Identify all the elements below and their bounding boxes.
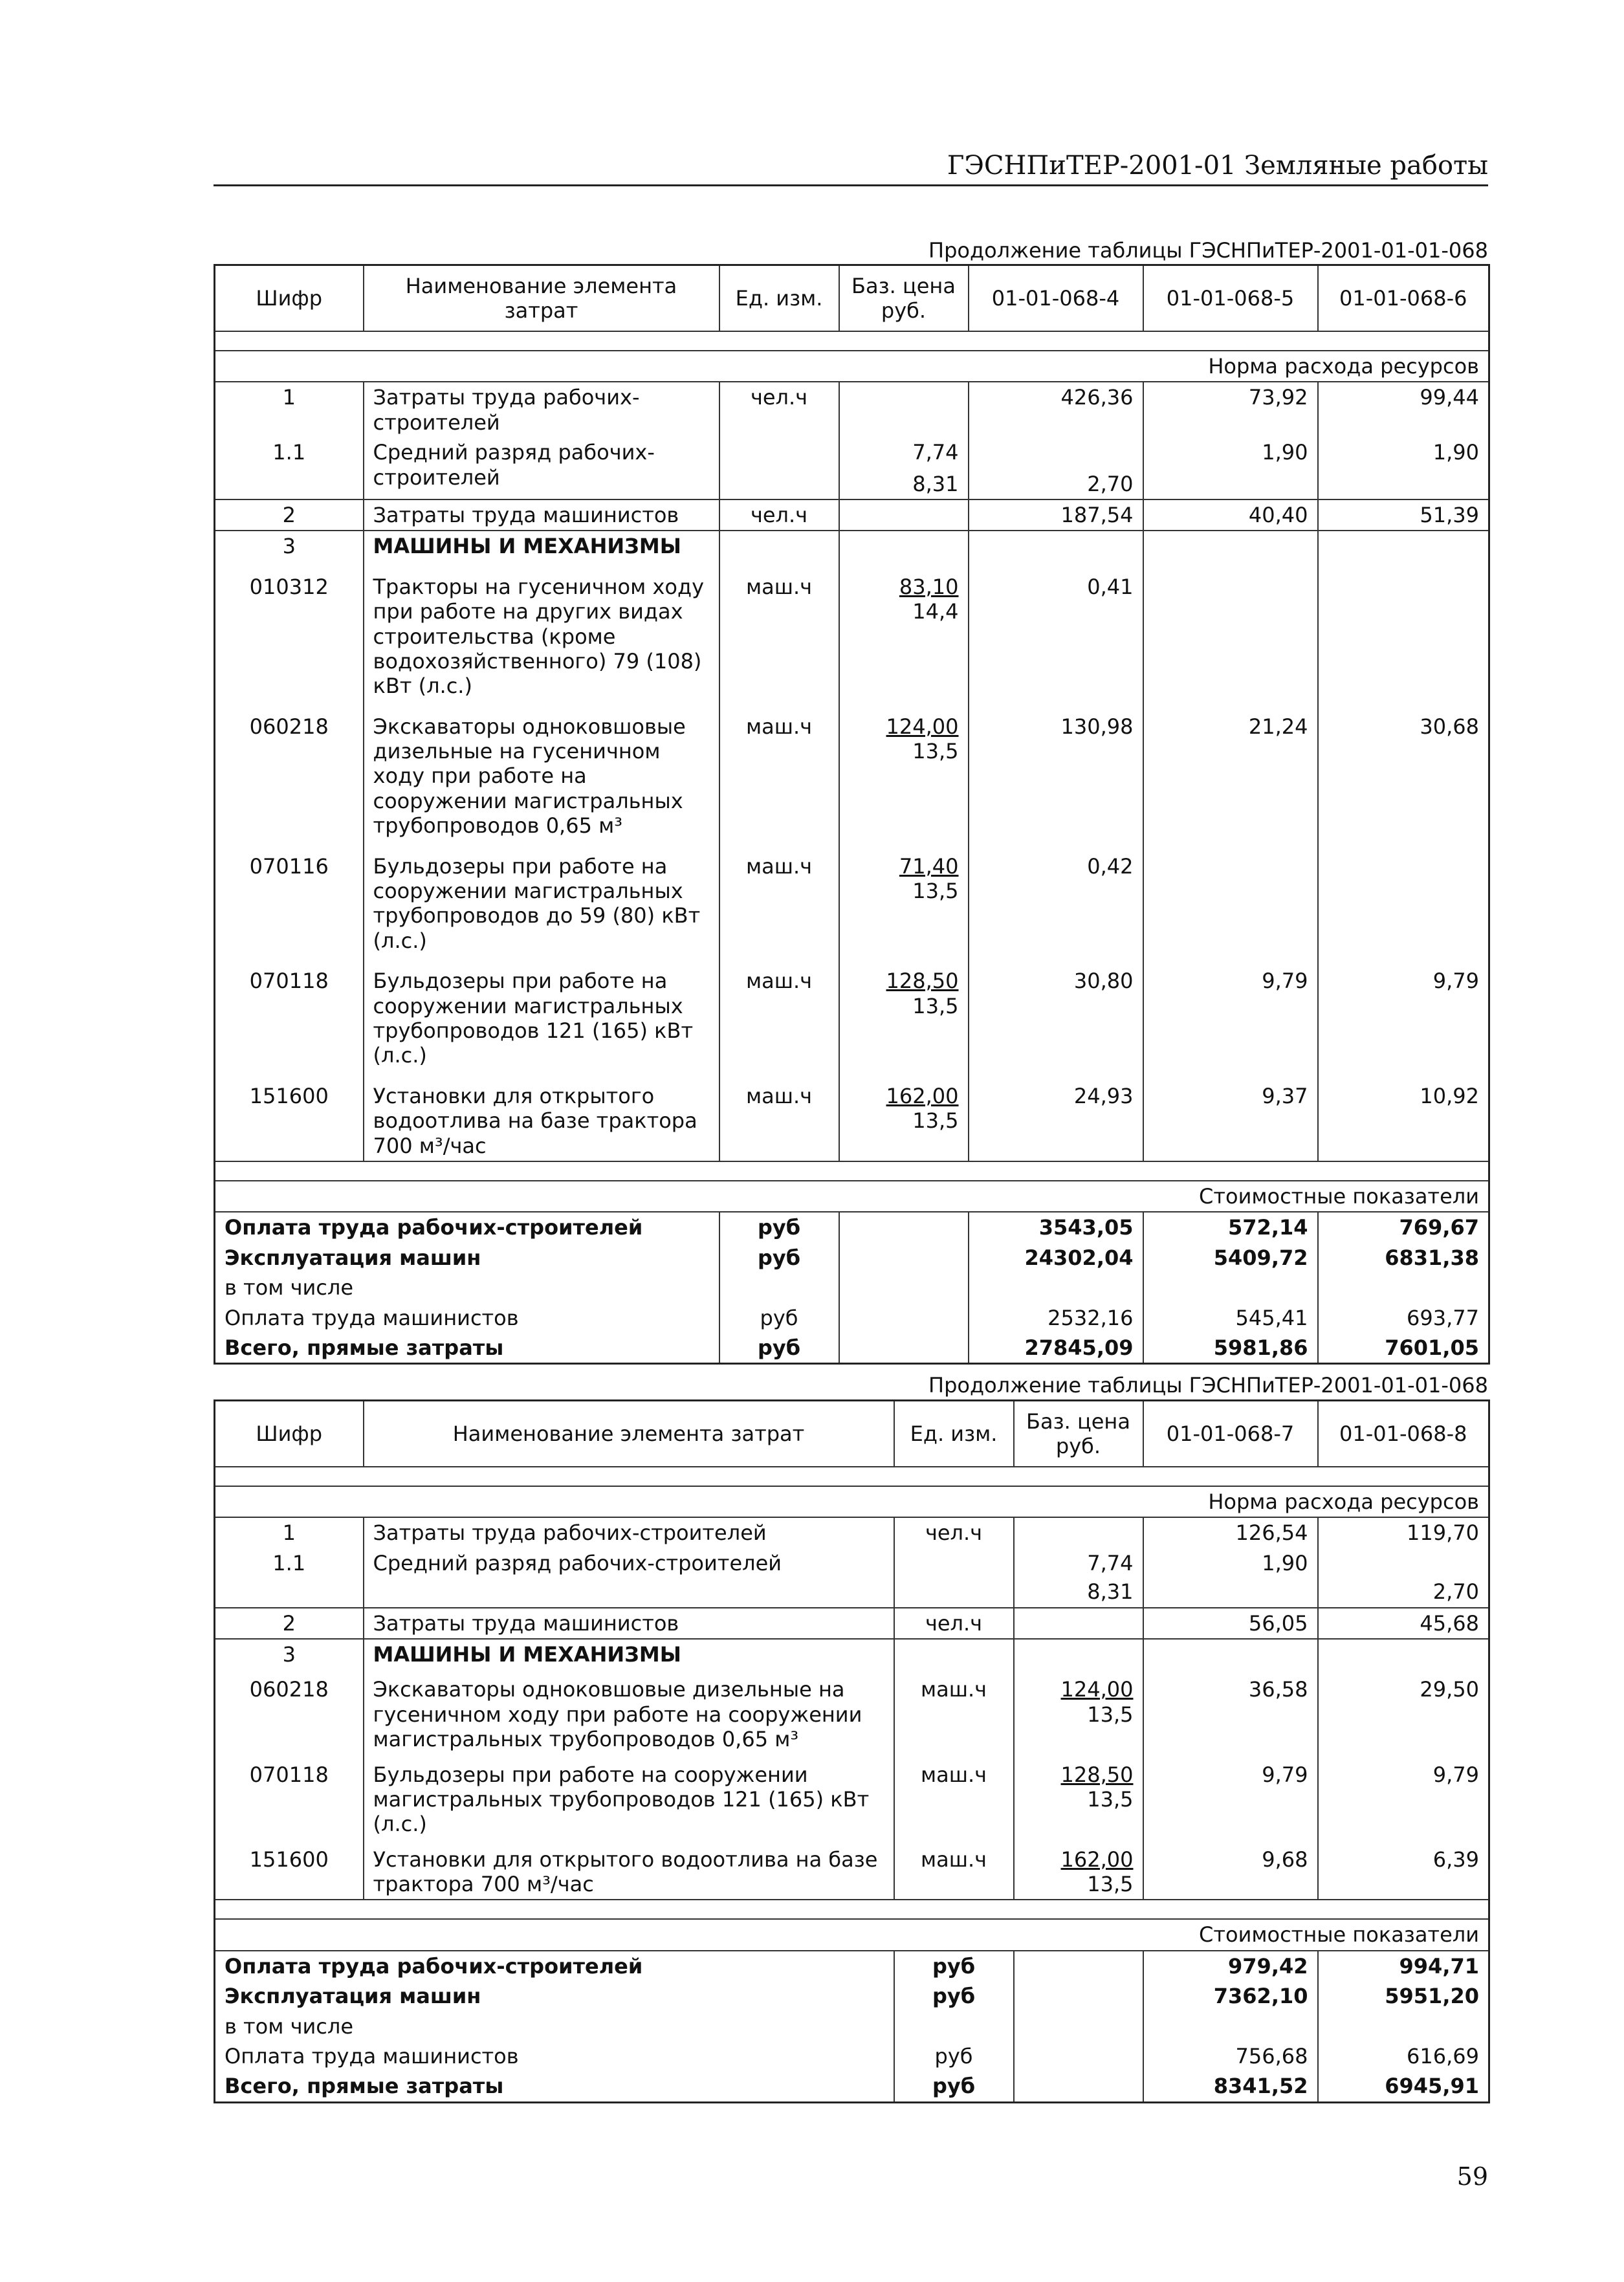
totals-row: Оплата труда рабочих-строителей руб 979,42 994,71 bbox=[215, 1951, 1489, 1981]
table-row: 151600 Установки для открытого водоотлива на базе трактора 700 м³/час маш.ч 162,00 13,5 24,93 9,37 10,92 bbox=[215, 1071, 1489, 1161]
section-header: Стоимостные показатели bbox=[215, 1181, 1489, 1212]
table-row: 3 МАШИНЫ И МЕХАНИЗМЫ bbox=[215, 1639, 1489, 1669]
table-row: 2 Затраты труда машинистов чел.ч 56,05 45,68 bbox=[215, 1608, 1489, 1639]
table-row: 010312 Тракторы на гусеничном ходу при работе на других видах строительства (кроме водохозяйственного) 79 (108) кВт (л.с.) маш.ч 83,10 14,4 0,41 bbox=[215, 562, 1489, 701]
table1 bbox=[214, 264, 1490, 1365]
section-header: Стоимостные показатели bbox=[215, 1919, 1489, 1950]
table1-header-row bbox=[215, 265, 1489, 332]
table-row: 070116 Бульдозеры при работе на сооружении магистральных трубопроводов до 59 (80) кВт (л.с.) маш.ч 71,40 13,5 0,42 bbox=[215, 841, 1489, 956]
section-row bbox=[215, 331, 1489, 351]
section-header: Норма расхода ресурсов bbox=[215, 1486, 1489, 1517]
col-068-5: 01-01-068-5 bbox=[1143, 265, 1318, 332]
table2-continuation: Продолжение таблицы ГЭСНПиТЕР-2001-01-01-068 bbox=[928, 1373, 1488, 1398]
header-title: ГЭСНПиТЕР-2001-01 Земляные работы bbox=[947, 151, 1488, 181]
section-header: Норма расхода ресурсов bbox=[215, 351, 1489, 382]
totals-row: Оплата труда машинистов руб 756,68 616,69 bbox=[215, 2041, 1489, 2071]
col-price: Баз. цена руб. bbox=[1014, 1401, 1143, 1467]
table-row: 070118 Бульдозеры при работе на сооружении магистральных трубопроводов 121 (165) кВт (л.с.) маш.ч 128,50 13,5 9,79 9,79 bbox=[215, 1755, 1489, 1839]
col-068-6: 01-01-068-6 bbox=[1318, 265, 1489, 332]
section-row bbox=[215, 1161, 1489, 1181]
col-068-4: 01-01-068-4 bbox=[969, 265, 1143, 332]
col-unit: Ед. изм. bbox=[894, 1401, 1014, 1467]
col-unit: Ед. изм. bbox=[719, 265, 839, 332]
totals-row: в том числе bbox=[215, 1273, 1489, 1302]
totals-row: Оплата труда машинистов руб 2532,16 545,41 693,77 bbox=[215, 1303, 1489, 1333]
section-row bbox=[215, 1900, 1489, 1919]
table-row: 1.1 Средний разряд рабочих-строителей 7,74 8,31 1,90 2,70 bbox=[215, 1548, 1489, 1608]
table-row: 060218 Экскаваторы одноковшовые дизельные на гусеничном ходу при работе на сооружении магистральных трубопроводов 0,65 м³ маш.ч 124,00 13,5 36,58 29,50 bbox=[215, 1669, 1489, 1754]
totals-row: в том числе bbox=[215, 2012, 1489, 2041]
table-row: 3 МАШИНЫ И МЕХАНИЗМЫ bbox=[215, 531, 1489, 561]
table-row: 151600 Установки для открытого водоотлива на базе трактора 700 м³/час маш.ч 162,00 13,5 9,68 6,39 bbox=[215, 1839, 1489, 1900]
totals-row: Всего, прямые затраты руб 27845,09 5981,86 7601,05 bbox=[215, 1333, 1489, 1364]
col-068-7: 01-01-068-7 bbox=[1143, 1401, 1318, 1467]
table-row: 2 Затраты труда машинистов чел.ч 187,54 40,40 51,39 bbox=[215, 499, 1489, 531]
table-row: 1 Затраты труда рабочих-строителей чел.ч 126,54 119,70 bbox=[215, 1517, 1489, 1548]
col-code: Шифр bbox=[215, 1401, 364, 1467]
table2-header-row bbox=[215, 1401, 1489, 1467]
totals-row: Эксплуатация машин руб 24302,04 5409,72 6831,38 bbox=[215, 1243, 1489, 1273]
totals-row: Всего, прямые затраты руб 8341,52 6945,91 bbox=[215, 2071, 1489, 2102]
table-row: 1.1 Средний разряд рабочих-строителей 7,74 8,31 2,70 1,90 1,90 bbox=[215, 437, 1489, 499]
table-row: 060218 Экскаваторы одноковшовые дизельные на гусеничном ходу при работе на сооружении магистральных трубопроводов 0,65 м³ маш.ч 124,00 13,5 130,98 21,24 30,68 bbox=[215, 701, 1489, 841]
section-row bbox=[215, 1467, 1489, 1486]
col-price: Баз. цена руб. bbox=[839, 265, 969, 332]
table-row: 1 Затраты труда рабочих-строителей чел.ч 426,36 73,92 99,44 bbox=[215, 382, 1489, 437]
table1-continuation: Продолжение таблицы ГЭСНПиТЕР-2001-01-01-068 bbox=[928, 238, 1488, 263]
totals-row: Эксплуатация машин руб 7362,10 5951,20 bbox=[215, 1981, 1489, 2011]
col-068-8: 01-01-068-8 bbox=[1318, 1401, 1489, 1467]
page-header bbox=[214, 146, 1488, 186]
col-code: Шифр bbox=[215, 265, 364, 332]
col-name: Наименование элемента затрат bbox=[364, 265, 719, 332]
col-name: Наименование элемента затрат bbox=[364, 1401, 894, 1467]
totals-row: Оплата труда рабочих-строителей руб 3543,05 572,14 769,67 bbox=[215, 1212, 1489, 1242]
page-number: 59 bbox=[1456, 2162, 1488, 2191]
table-row: 070118 Бульдозеры при работе на сооружении магистральных трубопроводов 121 (165) кВт (л.с.) маш.ч 128,50 13,5 30,80 9,79 9,79 bbox=[215, 956, 1489, 1071]
table2 bbox=[214, 1399, 1490, 2103]
